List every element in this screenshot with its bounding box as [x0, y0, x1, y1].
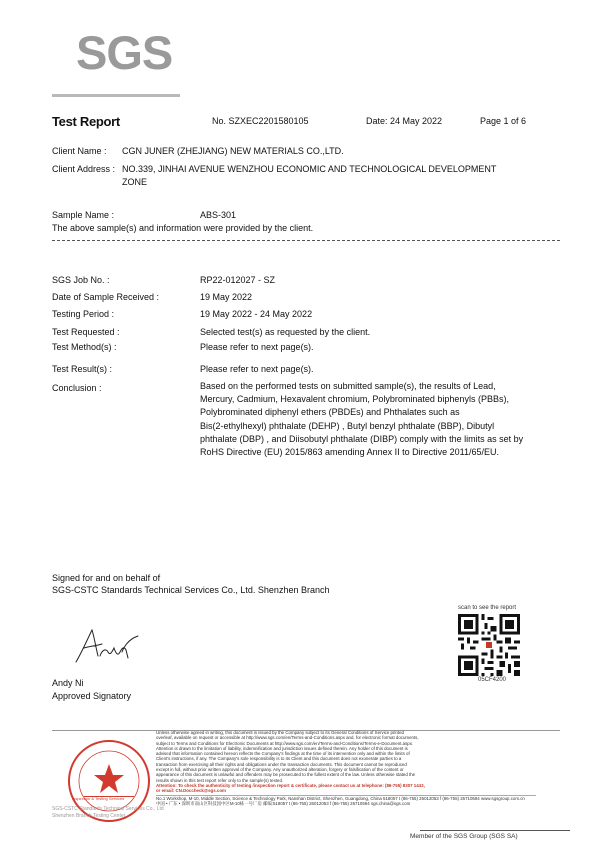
terms-line: Client's instructions, if any. The Company's sole responsibility is to its Client and this document does not exonerate parties to a — [156, 756, 402, 762]
conclusion-line: Polybrominated diphenyl ethers (PBDEs) and Phthalates such as — [200, 407, 460, 418]
qr-code-number: 05CF4200 — [478, 677, 507, 683]
test-result-value: Please refer to next page(s). — [200, 364, 314, 374]
sample-name-label: Sample Name : — [52, 210, 115, 220]
signatory-name: Andy Ni — [52, 678, 84, 688]
member-note: Member of the SGS Group (SGS SA) — [410, 833, 518, 840]
sgs-logo: SGS — [76, 26, 173, 79]
terms-and-conditions — [156, 730, 536, 806]
sample-name-value: ABS-301 — [200, 210, 237, 220]
conclusion-label: Conclusion : — [52, 383, 102, 393]
logo-underline — [52, 94, 180, 97]
terms-line: appearance of this document is unlawful and offenders may be prosecuted to the fullest extent of the law. Unless otherwise stated the — [156, 772, 416, 778]
terms-line: advised that information contained hereon reflects the Company's findings at the time of its intervention only and within the limits of — [156, 751, 410, 757]
address-english: No.1 Workshop, M-10, Middle Section, Science & Technology Park, Nanshan District, Shenzhen, Guangdong, China 518057 t (86-755) 26012053 f (86-755) 26710594 www.sgsgroup.com.cn — [156, 795, 536, 801]
testing-period-value: 19 May 2022 - 24 May 2022 — [200, 309, 313, 319]
section-divider — [52, 240, 560, 241]
conclusion-line: Based on the performed tests on submitted sample(s), the results of Lead, — [200, 381, 496, 391]
test-requested-value: Selected test(s) as requested by the client. — [200, 327, 371, 337]
authenticity-email: or email: CN.Doccheck@sgs.com — [156, 788, 226, 794]
sample-provided-note: The above sample(s) and information were provided by the client. — [52, 223, 314, 233]
signed-line1: Signed for and on behalf of — [52, 573, 161, 583]
job-no-label: SGS Job No. : — [52, 275, 110, 285]
terms-line: except in full, without prior written approval of the Company. Any unauthorized alteration, forgery or falsification of the content or — [156, 767, 404, 773]
conclusion-line: Bis(2-ethylhexyl) phthalate (DEHP) , Butyl benzyl phthalate (BBP), Dibutyl — [200, 420, 495, 431]
test-method-label: Test Method(s) : — [52, 342, 117, 352]
date-received-label: Date of Sample Received : — [52, 292, 160, 302]
authenticity-notice: Attention: To check the authenticity of testing /inspection report & certificate, please contact us at telephone: (86-755) 8307 1443, — [156, 782, 425, 788]
client-name-label: Client Name : — [52, 146, 107, 156]
test-result-label: Test Result(s) : — [52, 364, 113, 374]
qr-code-icon — [458, 614, 520, 676]
client-name-value: CGN JUNER (ZHEJIANG) NEW MATERIALS CO.,LTD. — [122, 146, 344, 156]
handwritten-signature — [62, 622, 142, 672]
terms-line: overleaf, available on request or accessible at http://www.sgs.com/en/Terms-and-Conditions.aspx and, for electronic format documents, — [156, 735, 419, 741]
terms-line: subject to Terms and Conditions for Electronic Documents at http://www.sgs.com/en/Terms-and-Conditions/Terms-e-Document.aspx. — [156, 740, 414, 746]
member-rule — [420, 830, 570, 831]
stamp-label: Inspection & Testing Services — [72, 796, 125, 801]
stamp-caption-line1: SGS-CSTC Standards Technical Services Co., Ltd — [52, 806, 164, 812]
conclusion-line: phthalate (DBP) , and Diisobutyl phthalate (DIBP) comply with the limits as set by — [200, 433, 524, 444]
test-requested-label: Test Requested : — [52, 327, 120, 337]
client-address-label: Client Address : — [52, 164, 116, 174]
job-no-value: RP22-012027 - SZ — [200, 275, 276, 285]
stamp-caption-line2: Shenzhen Branch Testing Center — [52, 813, 126, 819]
terms-line: Attention is drawn to the limitation of liability, indemnification and jurisdiction issues defined therein. Any holder of this document is — [156, 745, 408, 751]
signatory-title: Approved Signatory — [52, 691, 132, 701]
terms-line: Unless otherwise agreed in writing, this document is issued by the Company subject to its General Conditions of Service printed — [156, 730, 404, 735]
test-method-value: Please refer to next page(s). — [200, 342, 314, 352]
qr-caption: scan to see the report — [458, 605, 517, 611]
terms-line: results shown in this test report refer only to the sample(s) tested. — [156, 777, 284, 783]
terms-line: transaction from exercising all their rights and obligations under the transaction documents. This document cannot be reproduced — [156, 761, 407, 767]
testing-period-label: Testing Period : — [52, 309, 115, 319]
page-title: Test Report — [52, 114, 120, 129]
client-address-line1: NO.339, JINHAI AVENUE WENZHOU ECONOMIC AND TECHNOLOGICAL DEVELOPMENT — [122, 164, 497, 174]
client-address-line2: ZONE — [122, 177, 148, 187]
conclusion-text — [200, 380, 560, 459]
signed-line2: SGS-CSTC Standards Technical Services Co., Ltd. Shenzhen Branch — [52, 585, 330, 595]
page-number: Page 1 of 6 — [480, 116, 527, 126]
conclusion-line: RoHS Directive (EU) 2015/863 amending Annex II to Directive 2011/65/EU. — [200, 447, 499, 458]
conclusion-line: Mercury, Cadmium, Hexavalent chromium, Polybrominated biphenyls (PBBs), — [200, 394, 509, 405]
report-number: No. SZXEC2201580105 — [212, 116, 309, 126]
address-chinese: 中国 • 广东 • 深圳市南山区科技园中区M-10栋一号厂房 邮编:518057 t (86-755) 26012053 f (86-755) 26710594 sgs.china@sgs.com — [156, 800, 411, 806]
date-received-value: 19 May 2022 — [200, 292, 253, 302]
report-date: Date: 24 May 2022 — [366, 116, 443, 126]
